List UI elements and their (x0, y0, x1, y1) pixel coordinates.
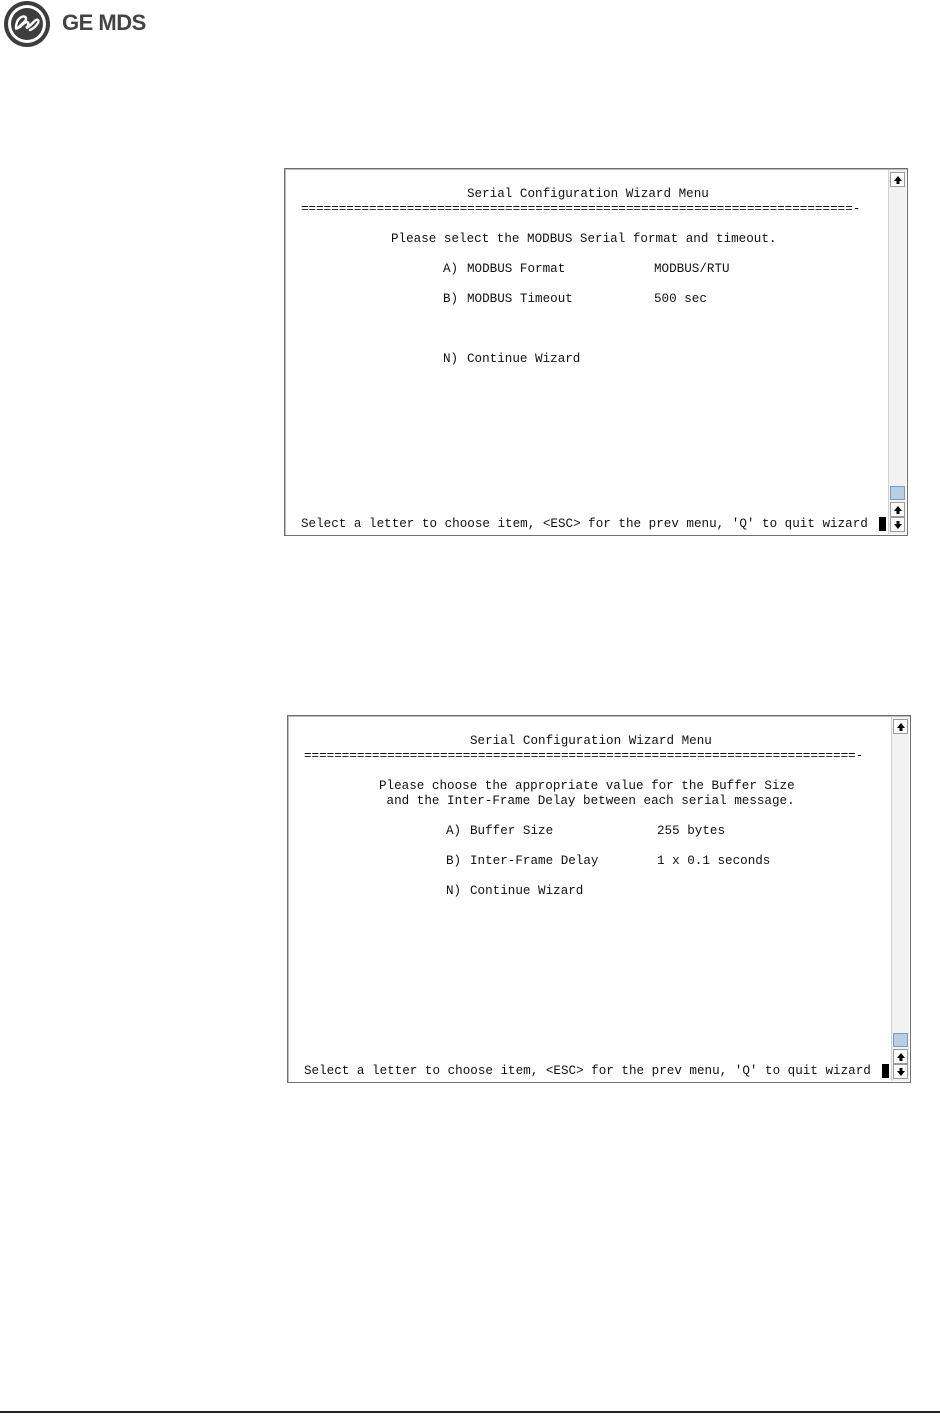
prompt-text: and the Inter-Frame Delay between each serial message. (379, 794, 795, 808)
menu-item-key: N) (443, 352, 459, 366)
vertical-scrollbar[interactable] (891, 717, 909, 1081)
footer-divider (0, 1411, 940, 1413)
status-line: Select a letter to choose item, <ESC> for the prev menu, 'Q' to quit wizard (304, 1064, 871, 1078)
prompt-text: Please select the MODBUS Serial format and timeout. (391, 232, 777, 246)
menu-item-label: Continue Wizard (467, 352, 581, 366)
menu-item-label: MODBUS Timeout (467, 292, 573, 306)
scroll-thumb[interactable] (893, 1033, 908, 1047)
menu-item-value: 500 sec (654, 292, 707, 306)
menu-item-key: N) (446, 884, 462, 898)
menu-item-value: 1 x 0.1 seconds (657, 854, 771, 868)
menu-item-label: MODBUS Format (467, 262, 566, 276)
menu-item-value: 255 bytes (657, 824, 726, 838)
scroll-up-arrow-icon[interactable] (890, 172, 905, 187)
scroll-down-arrow-icon[interactable] (893, 1064, 908, 1079)
menu-item-label: Inter-Frame Delay (470, 854, 599, 868)
menu-title: Serial Configuration Wizard Menu (467, 187, 709, 201)
menu-item-value: MODBUS/RTU (654, 262, 730, 276)
menu-item-key: B) (443, 292, 459, 306)
terminal-window-modbus (284, 168, 908, 536)
menu-item-label: Continue Wizard (470, 884, 584, 898)
scroll-up-arrow-icon[interactable] (890, 502, 905, 517)
vertical-scrollbar[interactable] (888, 170, 906, 534)
text-cursor (879, 517, 886, 531)
scroll-up-arrow-icon[interactable] (893, 1049, 908, 1064)
menu-item-key: A) (446, 824, 462, 838)
separator-line: =========================================================================- (304, 749, 864, 763)
menu-item-key: B) (446, 854, 462, 868)
menu-title: Serial Configuration Wizard Menu (470, 734, 712, 748)
scroll-up-arrow-icon[interactable] (893, 719, 908, 734)
status-line: Select a letter to choose item, <ESC> for the prev menu, 'Q' to quit wizard (301, 517, 868, 531)
scroll-down-arrow-icon[interactable] (890, 517, 905, 532)
menu-item-key: A) (443, 262, 459, 276)
ge-monogram-icon (2, 0, 52, 48)
ge-mds-logo (2, 0, 152, 48)
prompt-text: Please choose the appropriate value for the Buffer Size (379, 779, 795, 793)
terminal-window-buffer (287, 715, 911, 1083)
brand-name: GE MDS (62, 10, 146, 35)
separator-line: =========================================================================- (301, 202, 861, 216)
text-cursor (882, 1064, 889, 1078)
menu-item-label: Buffer Size (470, 824, 554, 838)
scroll-thumb[interactable] (890, 486, 905, 500)
